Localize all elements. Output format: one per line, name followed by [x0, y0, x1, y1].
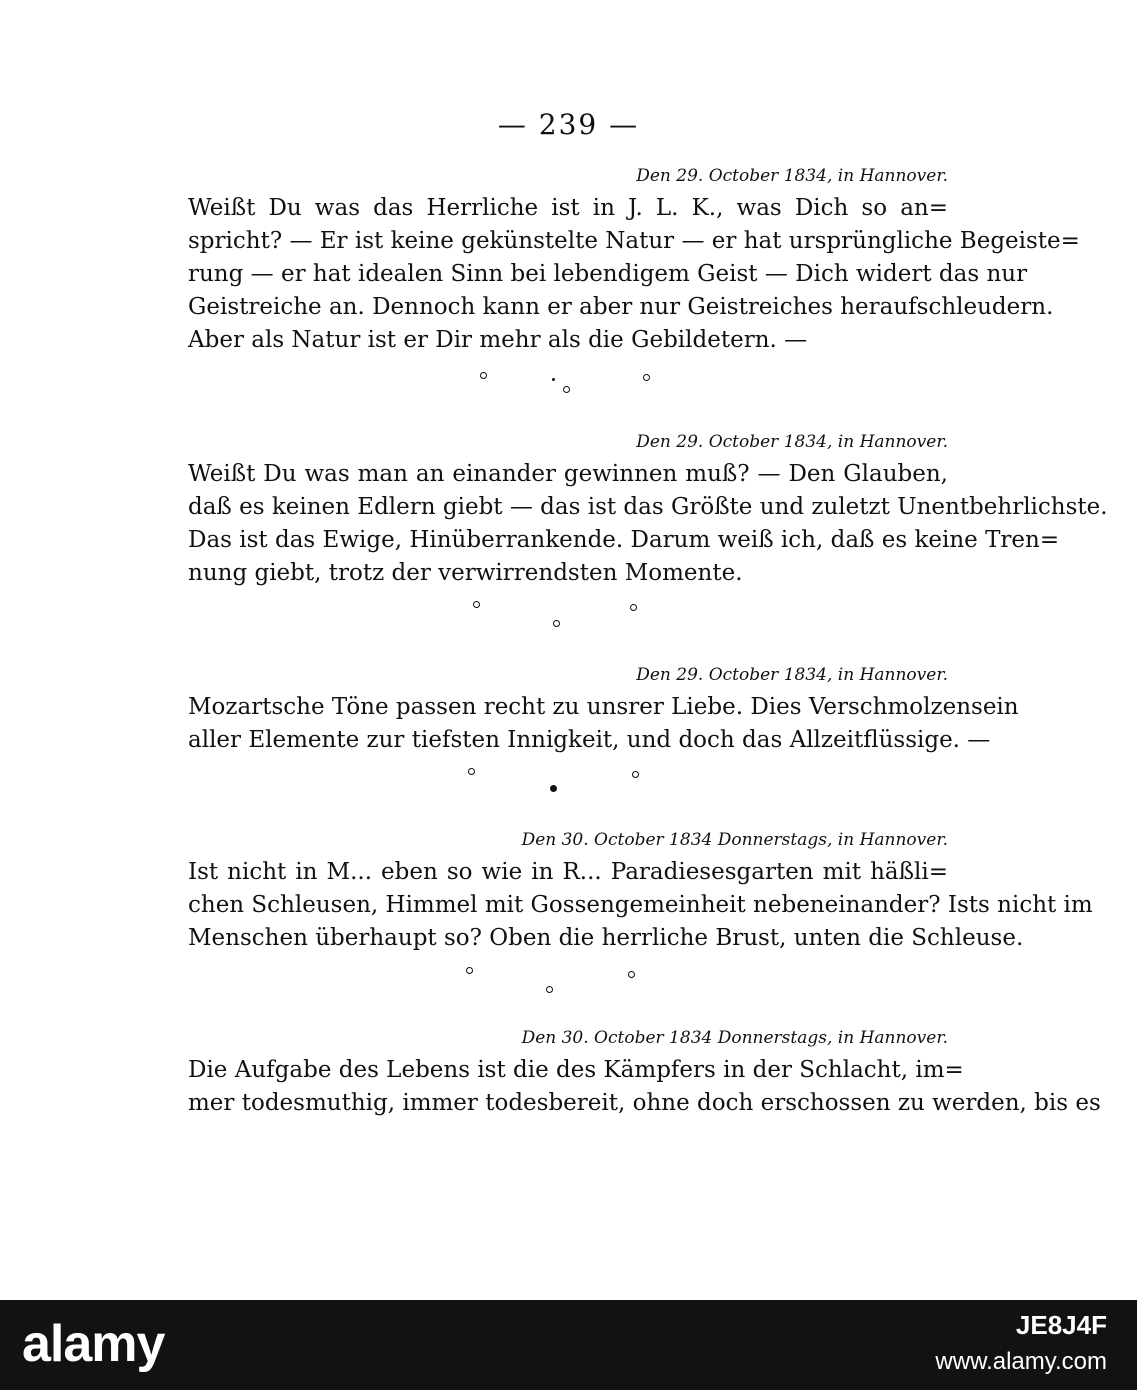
diary-entry [188, 665, 1019, 757]
entry-line: mer todesmuthig, immer todesbereit, ohne doch erschossen zu werden, bis es [188, 1090, 1101, 1116]
entry-dateline: Den 29. October 1834, in Hannover. [636, 432, 948, 452]
entry-line: spricht? — Er ist keine gekünstelte Natur — er hat ursprüngliche Begeiste= [188, 228, 1080, 254]
separator-dot [468, 768, 475, 775]
diary-entry [188, 166, 1080, 357]
entry-line: daß es keinen Edlern giebt — das ist das Größte und zuletzt Unentbehrlichste. [188, 494, 1108, 520]
page-number: — 239 — [497, 108, 640, 141]
image-id: JE8J4F [1015, 1310, 1107, 1340]
diary-entry [188, 830, 1093, 955]
entry-line: Ist nicht in M... eben so wie in R... Paradiesesgarten mit häßli= [188, 859, 948, 885]
entry-line: aller Elemente zur tiefsten Innigkeit, und doch das Allzeitflüssige. — [188, 727, 991, 753]
entry-dateline: Den 30. October 1834 Donnerstags, in Hannover. [521, 830, 948, 850]
entry-dateline: Den 29. October 1834, in Hannover. [636, 166, 948, 186]
entry-line: rung — er hat idealen Sinn bei lebendigem Geist — Dich widert das nur [188, 261, 1028, 287]
entry-line: Mozartsche Töne passen recht zu unsrer Liebe. Dies Verschmolzensein [188, 694, 1019, 720]
separator-dot [546, 986, 553, 993]
site-url: www.alamy.com [935, 1348, 1107, 1375]
entry-line: Weißt Du was das Herrliche ist in J. L. K., was Dich so an= [188, 195, 948, 221]
separator-dot [630, 604, 637, 611]
alamy-logo: alamy [22, 1315, 165, 1373]
entry-dateline: Den 29. October 1834, in Hannover. [636, 665, 948, 685]
entry-line: Aber als Natur ist er Dir mehr als die Gebildetern. — [188, 327, 808, 353]
entry-line: Geistreiche an. Dennoch kann er aber nur Geistreiches heraufschleudern. [188, 294, 1054, 320]
diary-entry [188, 432, 1108, 590]
separator-speck [552, 378, 555, 381]
separator-dot [553, 620, 560, 627]
separator-dot [563, 386, 570, 393]
entry-line: Menschen überhaupt so? Oben die herrliche Brust, unten die Schleuse. [188, 925, 1024, 951]
separator-dot [550, 785, 557, 792]
entry-line: nung giebt, trotz der verwirrendsten Momente. [188, 560, 743, 586]
separator-dot [643, 374, 650, 381]
separator-dot [632, 771, 639, 778]
entry-line: chen Schleusen, Himmel mit Gossengemeinheit nebeneinander? Ists nicht im [188, 892, 1093, 918]
separator-dot [466, 967, 473, 974]
entry-line: Das ist das Ewige, Hinüberrankende. Darum weiß ich, daß es keine Tren= [188, 527, 1060, 553]
separator-dot [473, 601, 480, 608]
entry-dateline: Den 30. October 1834 Donnerstags, in Hannover. [521, 1028, 948, 1048]
diary-entry [188, 1028, 1101, 1120]
stock-footer-bar [0, 1300, 1137, 1390]
entry-line: Die Aufgabe des Lebens ist die des Kämpfers in der Schlacht, im= [188, 1057, 964, 1083]
entry-line: Weißt Du was man an einander gewinnen muß? — Den Glauben, [188, 461, 948, 487]
separator-dot [628, 971, 635, 978]
separator-dot [480, 372, 487, 379]
